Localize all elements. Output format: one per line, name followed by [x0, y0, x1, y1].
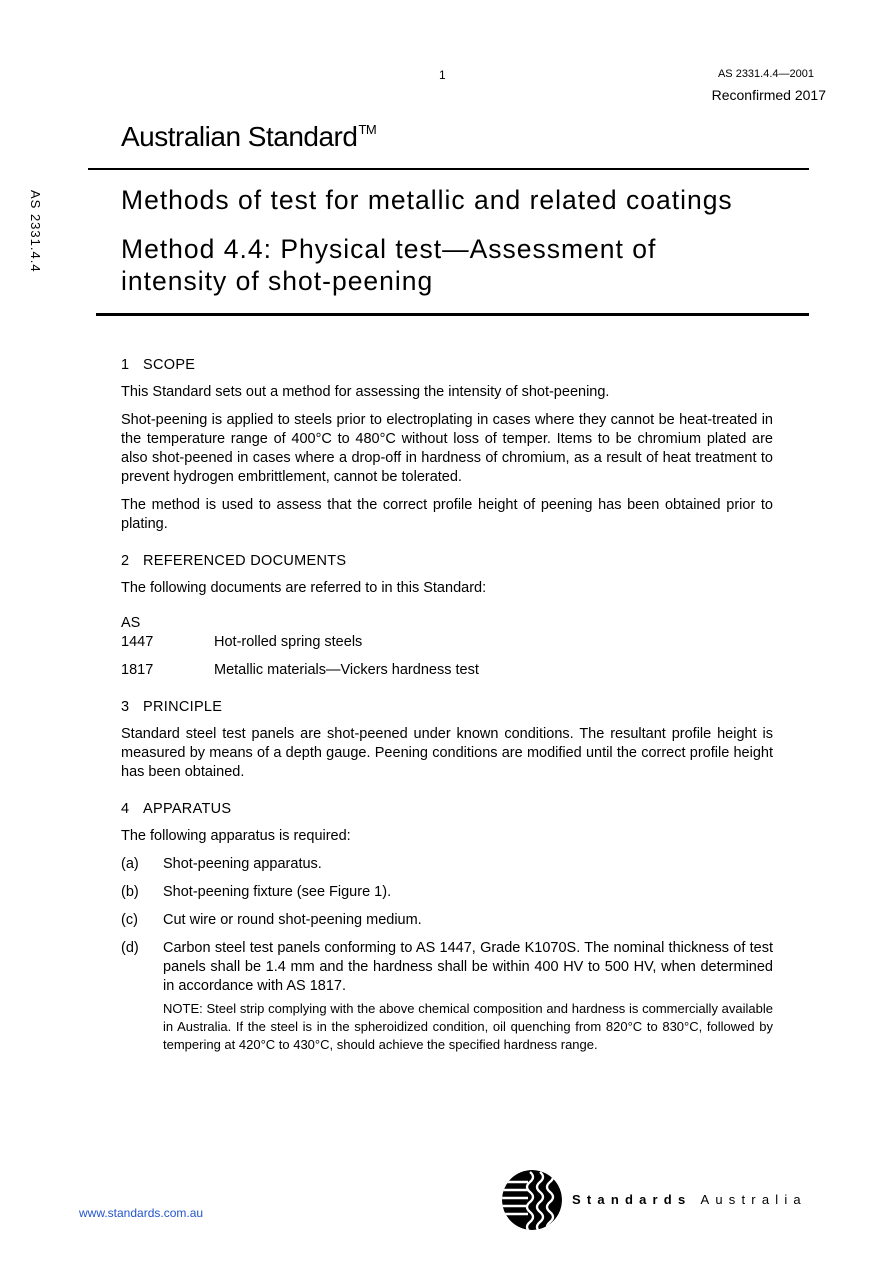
section-heading	[121, 552, 773, 571]
trademark-mark: TM	[358, 122, 377, 137]
paragraph: The following apparatus is required:	[121, 828, 351, 844]
section-heading	[121, 800, 773, 819]
list-label: (c)	[121, 912, 138, 928]
reference-title: Hot-rolled spring steels	[214, 634, 363, 650]
title-rule	[96, 313, 809, 316]
paragraph: Standard steel test panels are shot-peened under known conditions. The resultant profile height is measured by means of a depth gauge. Peening conditions are modified until the correct profile height has been obtained.	[121, 726, 773, 780]
section-referenced-documents	[121, 552, 773, 680]
section-number: 2	[121, 553, 130, 569]
document-number: AS 2331.4.4—2001	[717, 68, 814, 80]
list-item	[121, 939, 773, 1054]
paragraph: The method is used to assess that the correct profile height of peening has been obtained prior to plating.	[121, 497, 773, 532]
reconfirmed-label: Reconfirmed 2017	[711, 87, 826, 103]
list-item	[121, 911, 773, 930]
standards-australia-logo-icon	[500, 1168, 566, 1232]
document-subtitle: Method 4.4: Physical test—Assessment of intensity of shot-peening	[121, 234, 657, 296]
top-rule	[88, 168, 809, 170]
page-number: 1	[439, 68, 446, 82]
list-content	[163, 939, 773, 1054]
list-label: (d)	[121, 940, 139, 956]
section-heading	[121, 356, 773, 375]
section-title: REFERENCED DOCUMENTS	[143, 553, 347, 569]
section-scope	[121, 356, 773, 534]
logo-word-standards: Standards	[572, 1192, 692, 1207]
list-text: Carbon steel test panels conforming to AS 1447, Grade K1070S. The nominal thickness of test panels shall be 1.4 mm and the hardness shall be within 400 HV to 500 HV, when determined in accordance with AS 1817.	[163, 940, 773, 994]
section-title: APPARATUS	[143, 801, 232, 817]
section-title: PRINCIPLE	[143, 699, 223, 715]
list-item	[121, 883, 773, 902]
website-link[interactable]: www.standards.com.au	[79, 1206, 204, 1220]
section-number: 1	[121, 357, 130, 373]
paragraph: This Standard sets out a method for assessing the intensity of shot-peening.	[121, 384, 610, 400]
brand-text: Australian Standard	[121, 121, 358, 152]
reference-code: 1447	[121, 634, 154, 650]
list-label: (b)	[121, 884, 139, 900]
logo-word-australia: Australia	[700, 1192, 807, 1207]
section-principle	[121, 698, 773, 782]
list-item	[121, 855, 773, 874]
section-title: SCOPE	[143, 357, 196, 373]
reference-title: Metallic materials—Vickers hardness test	[214, 662, 479, 678]
body-content	[121, 356, 773, 1072]
side-label: AS 2331.4.4	[28, 190, 43, 273]
section-number: 3	[121, 699, 130, 715]
reference-prefix: AS	[121, 615, 141, 631]
brand-heading	[121, 121, 376, 153]
list-label: (a)	[121, 856, 139, 872]
document-title: Methods of test for metallic and related coatings	[121, 185, 733, 215]
reference-item	[121, 633, 773, 652]
logo-wordmark	[572, 1192, 807, 1207]
section-apparatus	[121, 800, 773, 1054]
list-text: Cut wire or round shot-peening medium.	[163, 912, 422, 928]
reference-item	[121, 661, 773, 680]
section-number: 4	[121, 801, 130, 817]
paragraph: The following documents are referred to in this Standard:	[121, 580, 487, 596]
list-text: Shot-peening fixture (see Figure 1).	[163, 884, 392, 900]
reference-code: 1817	[121, 662, 154, 678]
note-text: NOTE: Steel strip complying with the above chemical composition and hardness is commercially available in Australia. If the steel is in the spheroidized condition, oil quenching from 820°C to 830°C, followed by tempering at 420°C to 430°C, should achieve the specified hardness range.	[163, 1001, 773, 1052]
paragraph: Shot-peening is applied to steels prior to electroplating in cases where they cannot be heat-treated in the temperature range of 400°C to 480°C without loss of temper. Items to be chromium plated are also shot-peened in cases where a drop-off in hardness of chromium, as a result of heat treatment to prevent hydrogen embrittlement, cannot be tolerated.	[121, 412, 773, 485]
list-text: Shot-peening apparatus.	[163, 856, 322, 872]
section-heading	[121, 698, 773, 717]
